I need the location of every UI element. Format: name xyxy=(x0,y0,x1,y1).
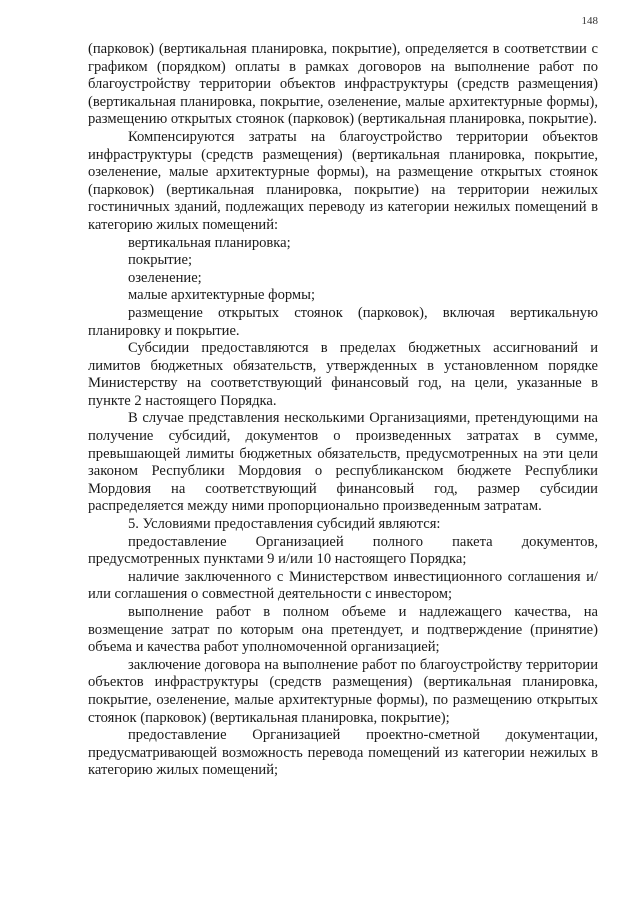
paragraph-compensated-costs: Компенсируются затраты на благоустройство территории объектов инфраструктуры (средств размещения) (вертикальная планировка, покрытие, озеленение, малые архитектурные формы), на размещение открытых стоянок (парковок) (вертикальная планировка, покрытие) на территории нежилых гостиничных зданий, подлежащих переводу из категории нежилых помещений в категорию жилых помещений: xyxy=(88,128,598,233)
section-5-heading: 5. Условиями предоставления субсидий являются: xyxy=(128,516,441,533)
condition-contract: заключение договора на выполнение работ по благоустройству территории объектов инфраструктуры (средств размещения) (вертикальная планировка, покрытие, озеленение, малые архитектурные формы), по размещению открытых стоянок (парковок) (вертикальная планировка, покрытие); xyxy=(88,656,598,726)
document-body xyxy=(88,41,598,780)
list-item-vertical-planning: вертикальная планировка; xyxy=(128,234,291,251)
condition-works-performed: выполнение работ в полном объеме и надлежащего качества, на возмещение затрат по которым она претендует, и подтверждение (принятие) объема и качества работ уполномоченной организацией; xyxy=(88,604,598,656)
paragraph-continuation: (парковок) (вертикальная планировка, покрытие), определяется в соответствии с графиком (порядком) оплаты в рамках договоров на выполнение работ по благоустройству территории объектов инфраструктуры (средств размещения) (вертикальная планировка, покрытие, озеленение, малые архитектурные формы), размещению открытых стоянок (парковок) (вертикальная планировка, покрытие). xyxy=(88,41,598,128)
condition-agreement: наличие заключенного с Министерством инвестиционного соглашения и/или соглашения о совместной деятельности с инвестором; xyxy=(88,568,598,603)
list-item-landscaping: озеленение; xyxy=(128,269,202,286)
page-number: 148 xyxy=(581,15,598,27)
paragraph-subsidy-limits: Субсидии предоставляются в пределах бюджетных ассигнований и лимитов бюджетных обязательств, утвержденных в установленном порядке Министерству на соответствующий финансовый год, на цели, указанные в пункте 2 настоящего Порядка. xyxy=(88,340,598,409)
list-item-small-forms: малые архитектурные формы; xyxy=(128,287,316,304)
list-item-parking: размещение открытых стоянок (парковок), включая вертикальную планировку и покрытие. xyxy=(88,304,598,339)
paragraph-proportional-distribution: В случае представления несколькими Организациями, претендующими на получение субсидий, документов о произведенных затратах в сумме, превышающей лимиты бюджетных обязательств, предусмотренных на эти цели законом Республики Мордовия о республиканском бюджете Республики Мордовия на соответствующий финансовый год, размер субсидии распределяется между ними пропорционально произведенным затратам. xyxy=(88,410,598,515)
condition-project-documentation: предоставление Организацией проектно-сметной документации, предусматривающей возможность перевода помещений из категории нежилых в категорию жилых помещений; xyxy=(88,727,598,779)
condition-documents: предоставление Организацией полного пакета документов, предусмотренных пунктами 9 и/или 10 настоящего Порядка; xyxy=(88,533,598,568)
list-item-coating: покрытие; xyxy=(128,252,193,269)
